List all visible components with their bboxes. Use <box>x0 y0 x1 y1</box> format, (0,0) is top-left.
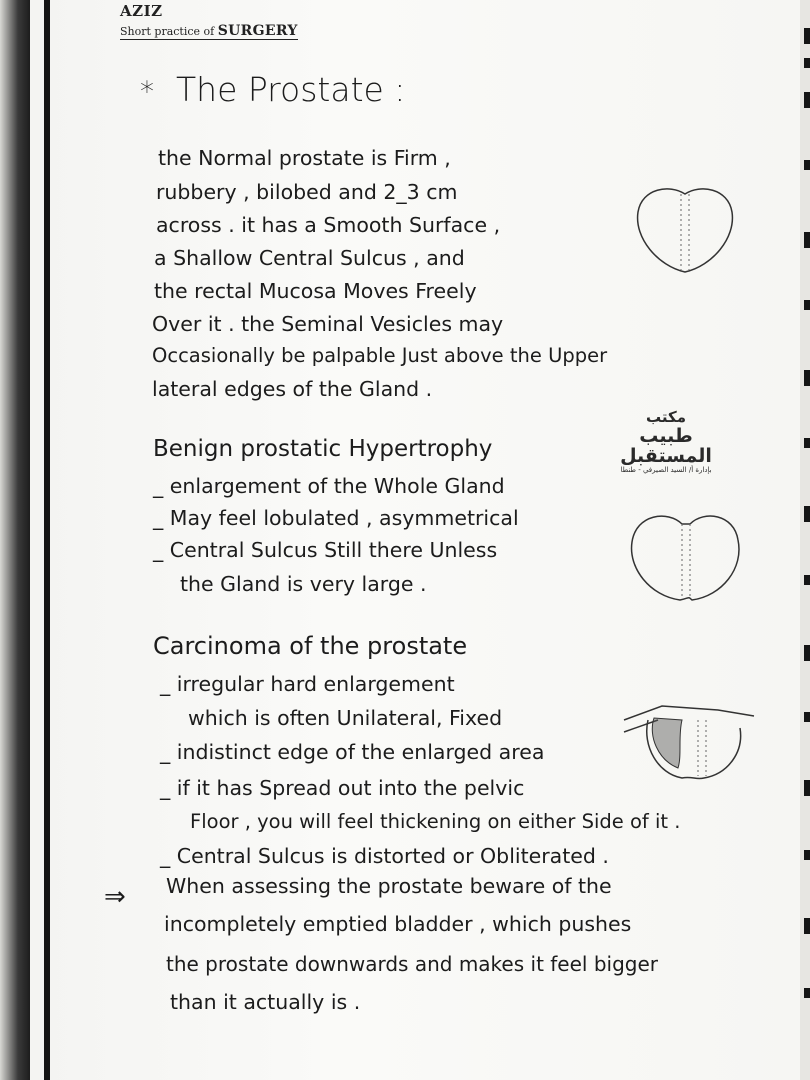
page-binding-line <box>44 0 50 1080</box>
bph-prostate-sketch <box>620 506 750 606</box>
stamp-line-1: مكتب <box>645 408 686 426</box>
normal-line-1: the Normal prostate is Firm , <box>158 146 451 170</box>
note-line-1: When assessing the prostate beware of the <box>166 874 612 898</box>
edge-mark <box>804 850 810 860</box>
edge-mark <box>804 575 810 585</box>
page-left-edge-shadow <box>0 0 30 1080</box>
edge-mark <box>804 370 810 386</box>
edge-mark <box>804 28 810 44</box>
edge-mark <box>804 918 810 934</box>
edge-mark <box>804 58 810 68</box>
stamp-line-2: طبيب المستقبل <box>620 425 712 467</box>
normal-line-3: across . it has a Smooth Surface , <box>156 213 501 237</box>
note-arrow: ⇒ <box>104 882 126 912</box>
bph-line-4: the Gland is very large . <box>180 572 427 596</box>
page-right-edge <box>800 0 810 1080</box>
title-bullet: * <box>140 75 154 108</box>
carcinoma-line-5: Floor , you will feel thickening on either Side of it . <box>190 810 681 833</box>
series-prefix: Short practice of <box>120 25 215 38</box>
edge-mark <box>804 92 810 108</box>
carcinoma-line-1: _ irregular hard enlargement <box>160 672 455 696</box>
bph-line-3: _ Central Sulcus Still there Unless <box>153 538 498 562</box>
stamp-line-3: بإدارة أ/ السيد الصيرفي - طنطا <box>620 466 712 474</box>
carcinoma-line-2: which is often Unilateral, Fixed <box>188 706 503 730</box>
normal-line-2: rubbery , bilobed and 2_3 cm <box>156 180 458 204</box>
carcinoma-line-4: _ if it has Spread out into the pelvic <box>160 776 525 800</box>
carcinoma-line-3: _ indistinct edge of the enlarged area <box>160 740 545 764</box>
series-main: SURGERY <box>217 23 298 39</box>
title-text: The Prostate : <box>176 70 406 109</box>
running-head <box>120 2 298 39</box>
bph-heading: Benign prostatic Hypertrophy <box>153 436 493 462</box>
note-line-3: the prostate downwards and makes it feel bigger <box>166 952 659 976</box>
edge-mark <box>804 712 810 722</box>
edge-mark <box>804 988 810 998</box>
normal-line-7: Occasionally be palpable Just above the Upper <box>152 344 608 367</box>
normal-line-4: a Shallow Central Sulcus , and <box>154 246 465 270</box>
carcinoma-heading: Carcinoma of the prostate <box>153 632 468 660</box>
edge-mark <box>804 645 810 661</box>
edge-mark <box>804 506 810 522</box>
edge-mark <box>804 160 810 170</box>
normal-line-8: lateral edges of the Gland . <box>152 377 433 401</box>
normal-prostate-sketch <box>630 180 740 280</box>
bph-line-1: _ enlargement of the Whole Gland <box>153 474 505 498</box>
edge-mark <box>804 232 810 248</box>
library-stamp-logo <box>596 408 736 474</box>
edge-mark <box>804 780 810 796</box>
page-title <box>140 70 405 109</box>
edge-mark <box>804 300 810 310</box>
running-head-series <box>120 25 298 40</box>
note-line-2: incompletely emptied bladder , which pushes <box>164 912 632 936</box>
running-head-author: AZIZ <box>120 2 163 20</box>
note-line-4: than it actually is . <box>170 990 361 1014</box>
normal-line-6: Over it . the Seminal Vesicles may <box>152 312 504 336</box>
carcinoma-line-6: _ Central Sulcus is distorted or Obliterated . <box>160 844 609 868</box>
bph-line-2: _ May feel lobulated , asymmetrical <box>153 506 519 530</box>
edge-mark <box>804 438 810 448</box>
normal-line-5: the rectal Mucosa Moves Freely <box>154 279 477 303</box>
carcinoma-prostate-sketch <box>618 696 758 786</box>
